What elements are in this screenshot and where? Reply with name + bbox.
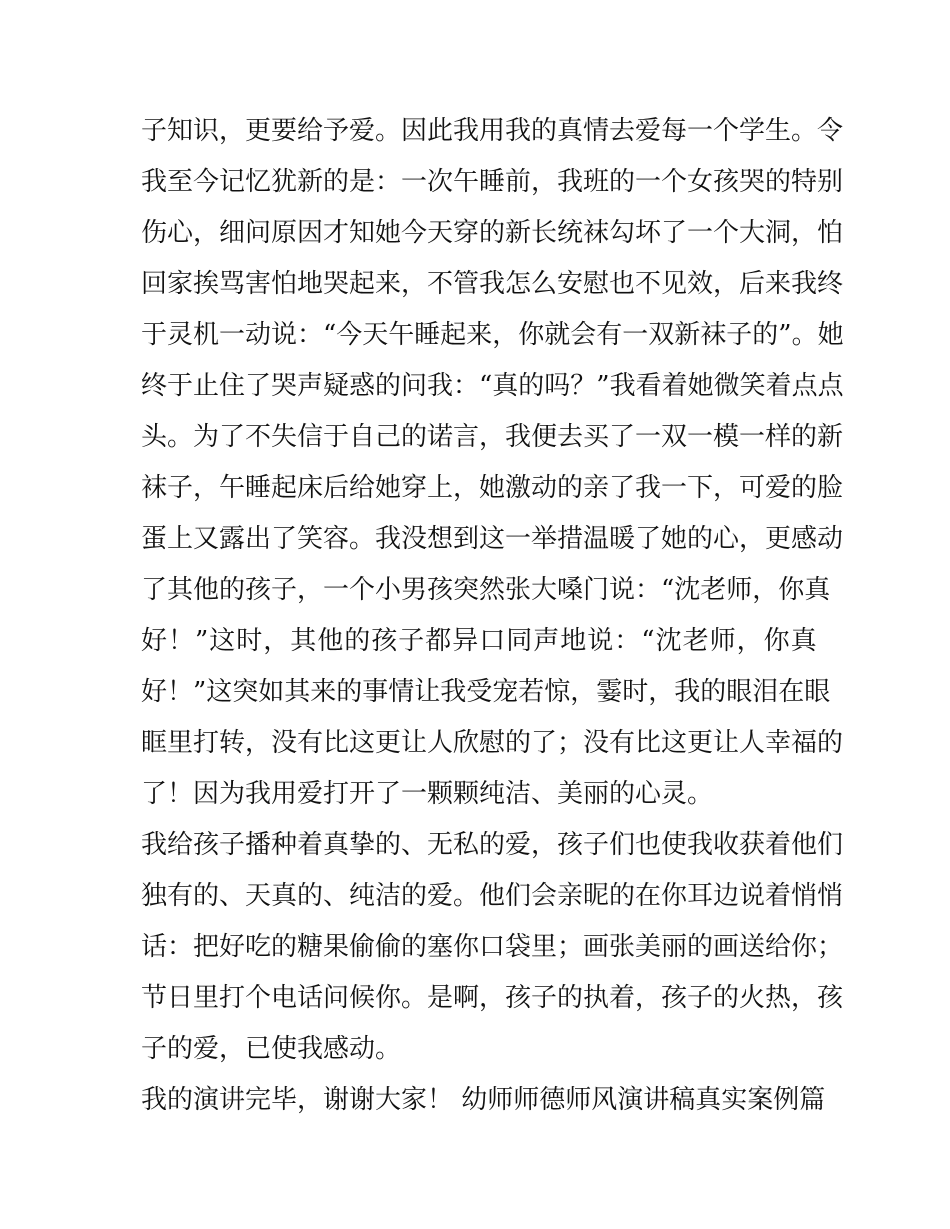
text-line-12: 好！”这突如其来的事情让我受宠若惊，霎时，我的眼泪在眼 <box>141 677 831 707</box>
text-line-15: 我给孩子播种着真挚的、无私的爱，孩子们也使我收获着他们 <box>141 830 844 860</box>
text-line-2: 我至今记忆犹新的是：一次午睡前，我班的一个女孩哭的特别 <box>141 167 844 197</box>
text-line-6: 终于止住了哭声疑惑的问我：“真的吗？”我看着她微笑着点点 <box>141 371 844 401</box>
text-line-17: 话：把好吃的糖果偷偷的塞你口袋里；画张美丽的画送给你； <box>141 932 844 962</box>
text-line-11: 好！”这时，其他的孩子都异口同声地说：“沈老师，你真 <box>141 626 818 656</box>
text-line-3: 伤心，细问原因才知她今天穿的新长统袜勾坏了一个大洞，怕 <box>141 218 844 248</box>
text-line-9: 蛋上又露出了笑容。我没想到这一举措温暖了她的心，更感动 <box>141 524 844 554</box>
text-line-10: 了其他的孩子，一个小男孩突然张大嗓门说：“沈老师，你真 <box>141 575 831 605</box>
text-line-14: 了！因为我用爱打开了一颗颗纯洁、美丽的心灵。 <box>141 779 714 809</box>
body-text <box>141 106 844 1126</box>
text-line-8: 袜子，午睡起床后给她穿上，她激动的亲了我一下，可爱的脸 <box>141 473 844 503</box>
text-line-7: 头。为了不失信于自己的诺言，我便去买了一双一模一样的新 <box>141 422 844 452</box>
text-line-1: 子知识，更要给予爱。因此我用我的真情去爱每一个学生。令 <box>141 116 844 146</box>
text-line-20: 我的演讲完毕，谢谢大家！ 幼师师德师风演讲稿真实案例篇 <box>141 1085 826 1115</box>
text-line-19: 子的爱，已使我感动。 <box>141 1034 402 1064</box>
text-line-18: 节日里打个电话问候你。是啊，孩子的执着，孩子的火热，孩 <box>141 983 844 1013</box>
text-line-13: 眶里打转，没有比这更让人欣慰的了；没有比这更让人幸福的 <box>141 728 844 758</box>
text-line-4: 回家挨骂害怕地哭起来，不管我怎么安慰也不见效，后来我终 <box>141 269 844 299</box>
text-line-5: 于灵机一动说：“今天午睡起来，你就会有一双新袜子的”。她 <box>141 320 844 350</box>
text-line-16: 独有的、天真的、纯洁的爱。他们会亲昵的在你耳边说着悄悄 <box>141 881 844 911</box>
